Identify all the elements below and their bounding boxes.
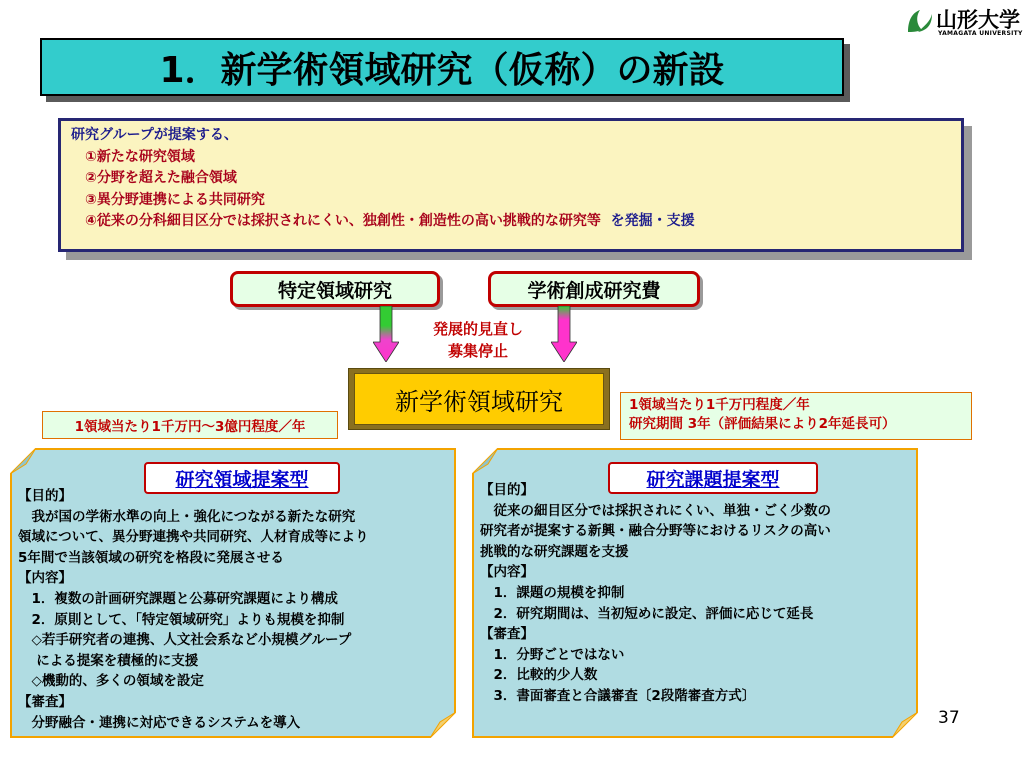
panel-line: 従来の細目区分では採択されにくい、単独・ごく少数の (480, 502, 831, 519)
budget-left-text: 1領域当たり1千万円～3億円程度／年 (74, 419, 306, 435)
panel-line: ◇機動的、多くの領域を設定 (18, 673, 204, 690)
panel-line: 3．書面審査と合議審査〔2段階審査方式〕 (480, 687, 756, 704)
down-arrow-magenta-icon (551, 306, 577, 362)
intro-item-text: ④従来の分科細目区分では採択されにくい、独創性・創造性の高い挑戦的な研究等 (85, 213, 601, 229)
program-tokutei-label: 特定領域研究 (277, 279, 392, 302)
intro-item: ③異分野連携による共同研究 (85, 191, 265, 208)
intro-box (58, 118, 964, 252)
page-fold-icon (10, 448, 36, 474)
program-gakujutsu-box (488, 271, 700, 307)
panel-line: 【審査】 (18, 693, 72, 710)
panel-line: 【内容】 (18, 570, 72, 587)
logo-subtitle: YAMAGATA UNIVERSITY (938, 30, 1023, 37)
logo-name: 山形大学 (936, 7, 1020, 32)
panel-line: 2．原則として、「特定領域研究」よりも規模を抑制 (18, 611, 345, 628)
page-fold-icon (472, 448, 498, 474)
panel-line: 研究者が提案する新興・融合分野等におけるリスクの高い (480, 523, 831, 540)
panel-area-proposal-text (18, 486, 368, 733)
panel-line: 【審査】 (480, 626, 534, 643)
panel-label-text: 研究課題提案型 (646, 468, 780, 491)
intro-tail: を発掘・支援 (610, 213, 695, 229)
panel-line: 2．比較的少人数 (480, 667, 598, 684)
title-banner (40, 38, 844, 96)
panel-label-text: 研究領域提案型 (175, 468, 309, 491)
panel-line: 5年間で当該領域の研究を格段に発展させる (18, 549, 284, 566)
intro-item: ②分野を超えた融合領域 (85, 170, 237, 186)
new-area-box (354, 373, 604, 425)
intro-lead: 研究グループが提案する、 (71, 127, 238, 143)
panel-line: 領域について、異分野連携や共同研究、人材育成等により (18, 529, 369, 546)
panel-line: 1．課題の規模を抑制 (480, 584, 625, 601)
budget-right-line: 研究期間 3年（評価結果により2年延長可） (629, 416, 896, 432)
panel-line: 挑戦的な研究課題を支援 (480, 543, 629, 560)
review-note (408, 318, 548, 362)
panel-line: による提案を積極的に支援 (18, 652, 199, 669)
panel-line: 【目的】 (18, 488, 72, 504)
panel-topic-proposal-text (480, 480, 831, 707)
panel-line: 2．研究期間は、当初短めに設定、評価に応じて延長 (480, 605, 814, 622)
panel-line: 1．複数の計画研究課題と公募研究課題により構成 (18, 590, 338, 607)
page-number: 37 (938, 708, 960, 728)
university-logo (902, 2, 1024, 40)
panel-line: 【内容】 (480, 564, 534, 581)
page-fold-icon (892, 712, 918, 738)
panel-line: ◇若手研究者の連携、人文社会系など小規模グループ (18, 632, 352, 649)
review-note-line: 募集停止 (447, 342, 508, 360)
budget-left-note (42, 411, 338, 439)
budget-right-note (620, 392, 972, 440)
intro-item: ①新たな研究領域 (85, 148, 195, 165)
down-arrow-green-icon (373, 306, 399, 362)
slide-title: 1．新学術領域研究（仮称）の新設 (159, 49, 725, 91)
program-gakujutsu-label: 学術創成研究費 (527, 279, 661, 302)
budget-right-line: 1領域当たり1千万円程度／年 (629, 397, 810, 413)
panel-line: 我が国の学術水準の向上・強化につながる新たな研究 (18, 508, 356, 525)
panel-line: 分野融合・連携に対応できるシステムを導入 (18, 714, 301, 731)
review-note-line: 発展的見直し (432, 320, 523, 338)
intro-item-last (71, 211, 951, 233)
new-area-label: 新学術領域研究 (395, 387, 563, 416)
page-fold-icon (430, 712, 456, 738)
panel-line: 1．分野ごとではない (480, 646, 625, 663)
panel-line: 【目的】 (480, 482, 534, 498)
university-emblem-icon (904, 6, 934, 36)
program-tokutei-box (230, 271, 440, 307)
